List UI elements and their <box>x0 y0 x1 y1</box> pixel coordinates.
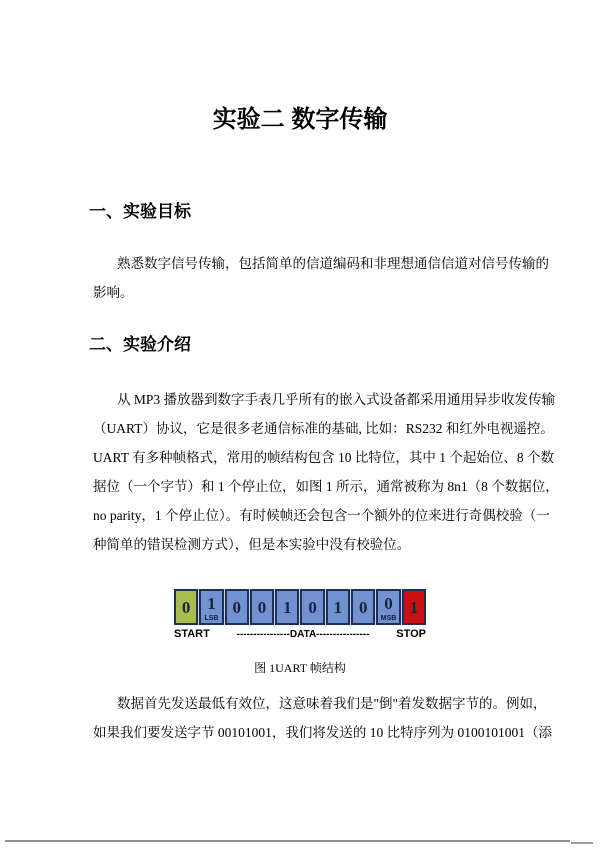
paragraph-line: 从 MP3 播放器到数字手表几乎所有的嵌入式设备都采用通用异步收发传输 <box>117 392 556 407</box>
uart-frame-figure <box>174 589 426 640</box>
section-1-heading: 一、实验目标 <box>89 202 191 221</box>
bit-value: 0 <box>257 597 267 617</box>
paragraph-line: 影响。 <box>93 285 134 300</box>
bit-value: 0 <box>181 597 191 617</box>
lsb-label: LSB <box>204 615 219 622</box>
section-1-paragraph <box>93 249 549 307</box>
uart-data-bit-cell <box>326 589 350 625</box>
bit-value: 1 <box>283 597 292 617</box>
uart-stop-bit-cell <box>402 589 426 625</box>
paragraph-line: 种简单的错误检测方式），但是本实验中没有校验位。 <box>93 537 411 552</box>
paragraph-line: 据位（一个字节）和 1 个停止位，如图 1 所示，通常被称为 8n1（8 个数据位， <box>93 479 559 494</box>
bit-value: 0 <box>232 597 241 617</box>
section-2-heading: 二、实验介绍 <box>89 335 191 354</box>
uart-frame-bar <box>174 589 426 625</box>
paragraph-line: （UART）协议，它是很多老通信标准的基础, 比如：RS232 和红外电视遥控。 <box>93 421 554 436</box>
start-label: START <box>174 628 210 640</box>
uart-data-bit-cell <box>300 589 324 625</box>
paragraph-line: 如果我们要发送字节 00101001，我们将发送的 10 比特序列为 0100101001（添 <box>93 725 552 740</box>
bit-value: 0 <box>358 597 368 617</box>
figure-caption: 图 1UART 帧结构 <box>254 661 346 675</box>
page-bottom-rule <box>5 840 570 842</box>
paragraph-line: no parity，1 个停止位）。有时候帧还会包含一个额外的位来进行奇偶校验（一 <box>93 508 550 523</box>
bit-value: 1 <box>333 597 343 617</box>
paragraph-line: 数据首先发送最低有效位，这意味着我们是"倒"着发数据字节的。例如， <box>117 696 547 711</box>
uart-data-bit-cell <box>199 589 223 625</box>
bit-value: 0 <box>308 597 317 617</box>
data-label: ----------------DATA---------------- <box>236 628 370 640</box>
uart-data-bit-cell <box>250 589 274 625</box>
uart-start-bit-cell <box>174 589 198 625</box>
uart-data-bit-cell <box>376 589 400 625</box>
bit-value: 0 <box>384 593 393 613</box>
page-bottom-rule-end <box>571 842 593 844</box>
msb-label: MSB <box>380 615 397 622</box>
paragraph-line: 熟悉数字信号传输，包括简单的信道编码和非理想通信信道对信号传输的 <box>117 256 549 271</box>
uart-data-bit-cell <box>275 589 299 625</box>
stop-label: STOP <box>396 628 426 640</box>
bit-value: 1 <box>409 597 419 617</box>
frame-axis-labels <box>174 628 426 640</box>
uart-data-bit-cell <box>225 589 249 625</box>
data-order-paragraph <box>93 689 552 747</box>
document-title: 实验二 数字传输 <box>212 106 388 133</box>
paragraph-line: UART 有多种帧格式，常用的帧结构包含 10 比特位，其中 1 个起始位、8 个数 <box>93 450 554 465</box>
bit-value: 1 <box>207 593 216 613</box>
uart-data-bit-cell <box>351 589 375 625</box>
uart-intro-paragraph <box>93 385 559 559</box>
